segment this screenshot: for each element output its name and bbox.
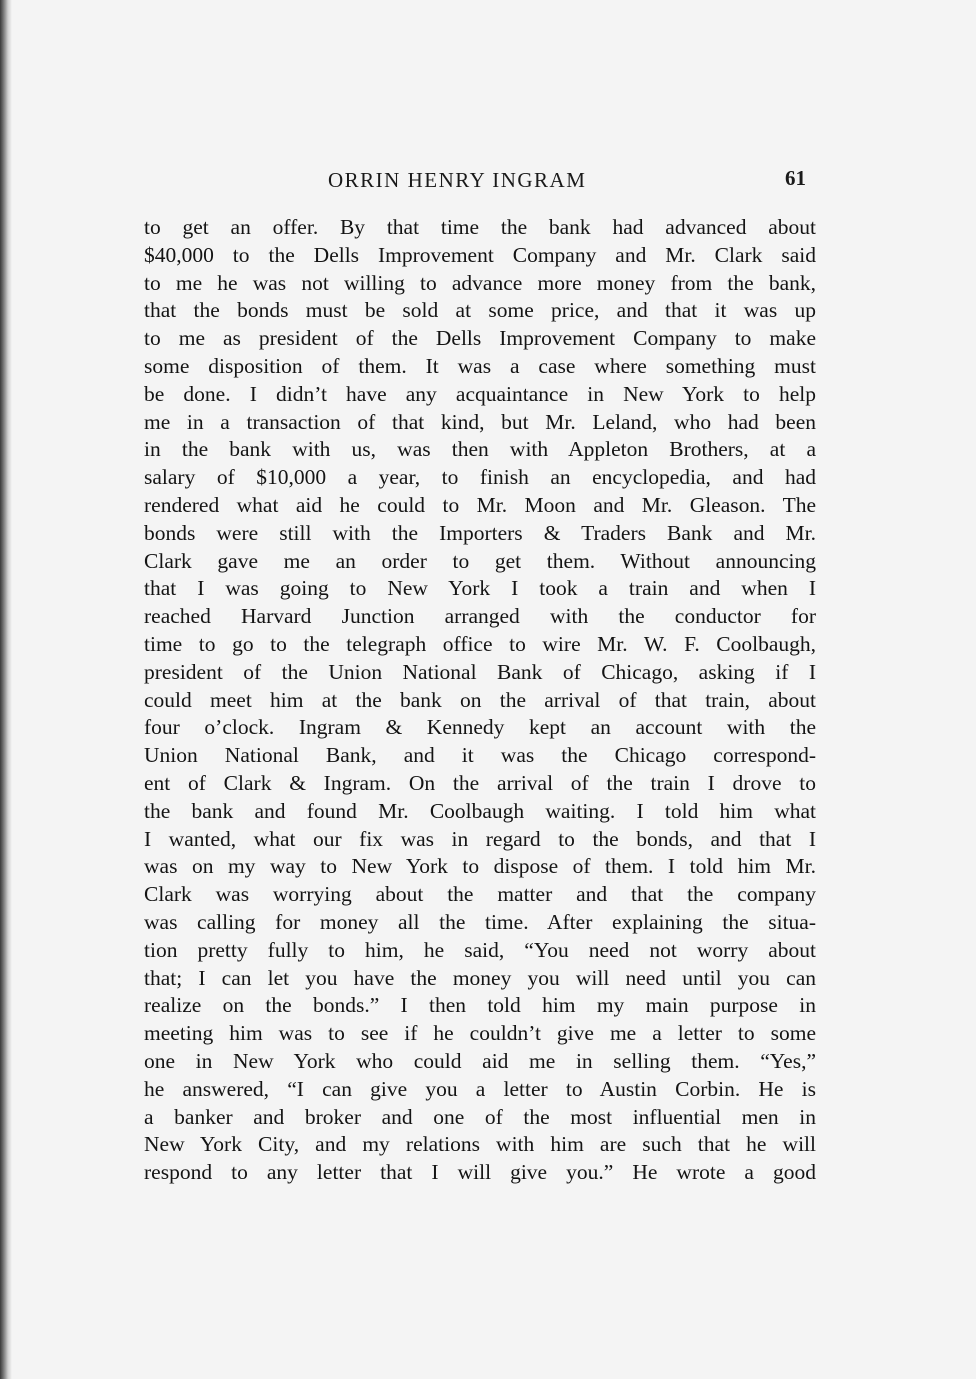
text-line: reached Harvard Junction arranged with the conductor for <box>144 604 816 629</box>
text-line: ent of Clark & Ingram. On the arrival of the train I drove to <box>144 770 816 795</box>
text-line: me in a transaction of that kind, but Mr. Leland, who had been <box>144 409 816 434</box>
text-line: meeting him was to see if he couldn’t give me a letter to some <box>144 1021 816 1046</box>
text-line: was on my way to New York to dispose of them. I told him Mr. <box>144 854 816 879</box>
text-line: was calling for money all the time. After explaining the situa- <box>144 909 816 934</box>
page-binding-edge <box>0 0 12 1379</box>
text-line: the bank and found Mr. Coolbaugh waiting. I told him what <box>144 798 816 823</box>
text-line: that I was going to New York I took a train and when I <box>144 576 816 601</box>
body-text <box>144 214 816 1187</box>
text-line: Union National Bank, and it was the Chicago correspond- <box>144 743 816 768</box>
text-line: to me as president of the Dells Improvement Company to make <box>144 326 816 351</box>
text-line: respond to any letter that I will give you.” He wrote a good <box>144 1160 816 1185</box>
page-number: 61 <box>785 166 806 190</box>
text-line: a banker and broker and one of the most influential men in <box>144 1104 816 1129</box>
text-line: $40,000 to the Dells Improvement Company and Mr. Clark said <box>144 242 816 267</box>
text-line: that; I can let you have the money you will need until you can <box>144 965 816 990</box>
text-line: New York City, and my relations with him are such that he will <box>144 1132 816 1157</box>
text-line: tion pretty fully to him, he said, “You need not worry about <box>144 937 816 962</box>
text-line: salary of $10,000 a year, to finish an encyclopedia, and had <box>144 465 816 490</box>
page-header <box>140 168 812 196</box>
text-line: time to go to the telegraph office to wire Mr. W. F. Coolbaugh, <box>144 631 816 656</box>
running-title: ORRIN HENRY INGRAM <box>328 168 587 192</box>
text-line: Clark gave me an order to get them. Without announcing <box>144 548 816 573</box>
text-line: he answered, “I can give you a letter to Austin Corbin. He is <box>144 1076 816 1101</box>
text-line: to me he was not willing to advance more money from the bank, <box>144 270 816 295</box>
text-line: president of the Union National Bank of Chicago, asking if I <box>144 659 816 684</box>
text-line: to get an offer. By that time the bank had advanced about <box>144 215 816 239</box>
text-line: in the bank with us, was then with Appleton Brothers, at a <box>144 437 816 462</box>
text-line: realize on the bonds.” I then told him my main purpose in <box>144 993 816 1018</box>
text-line: that the bonds must be sold at some price, and that it was up <box>144 298 816 323</box>
text-line: four o’clock. Ingram & Kennedy kept an account with the <box>144 715 816 740</box>
text-line: some disposition of them. It was a case where something must <box>144 353 816 378</box>
text-line: could meet him at the bank on the arrival of that train, about <box>144 687 816 712</box>
text-line: one in New York who could aid me in selling them. “Yes,” <box>144 1048 816 1073</box>
text-line: bonds were still with the Importers & Traders Bank and Mr. <box>144 520 816 545</box>
text-line: rendered what aid he could to Mr. Moon and Mr. Gleason. The <box>144 492 816 517</box>
text-line: be done. I didn’t have any acquaintance in New York to help <box>144 381 816 406</box>
text-line: Clark was worrying about the matter and that the company <box>144 882 816 907</box>
text-line: I wanted, what our fix was in regard to the bonds, and that I <box>144 826 816 851</box>
